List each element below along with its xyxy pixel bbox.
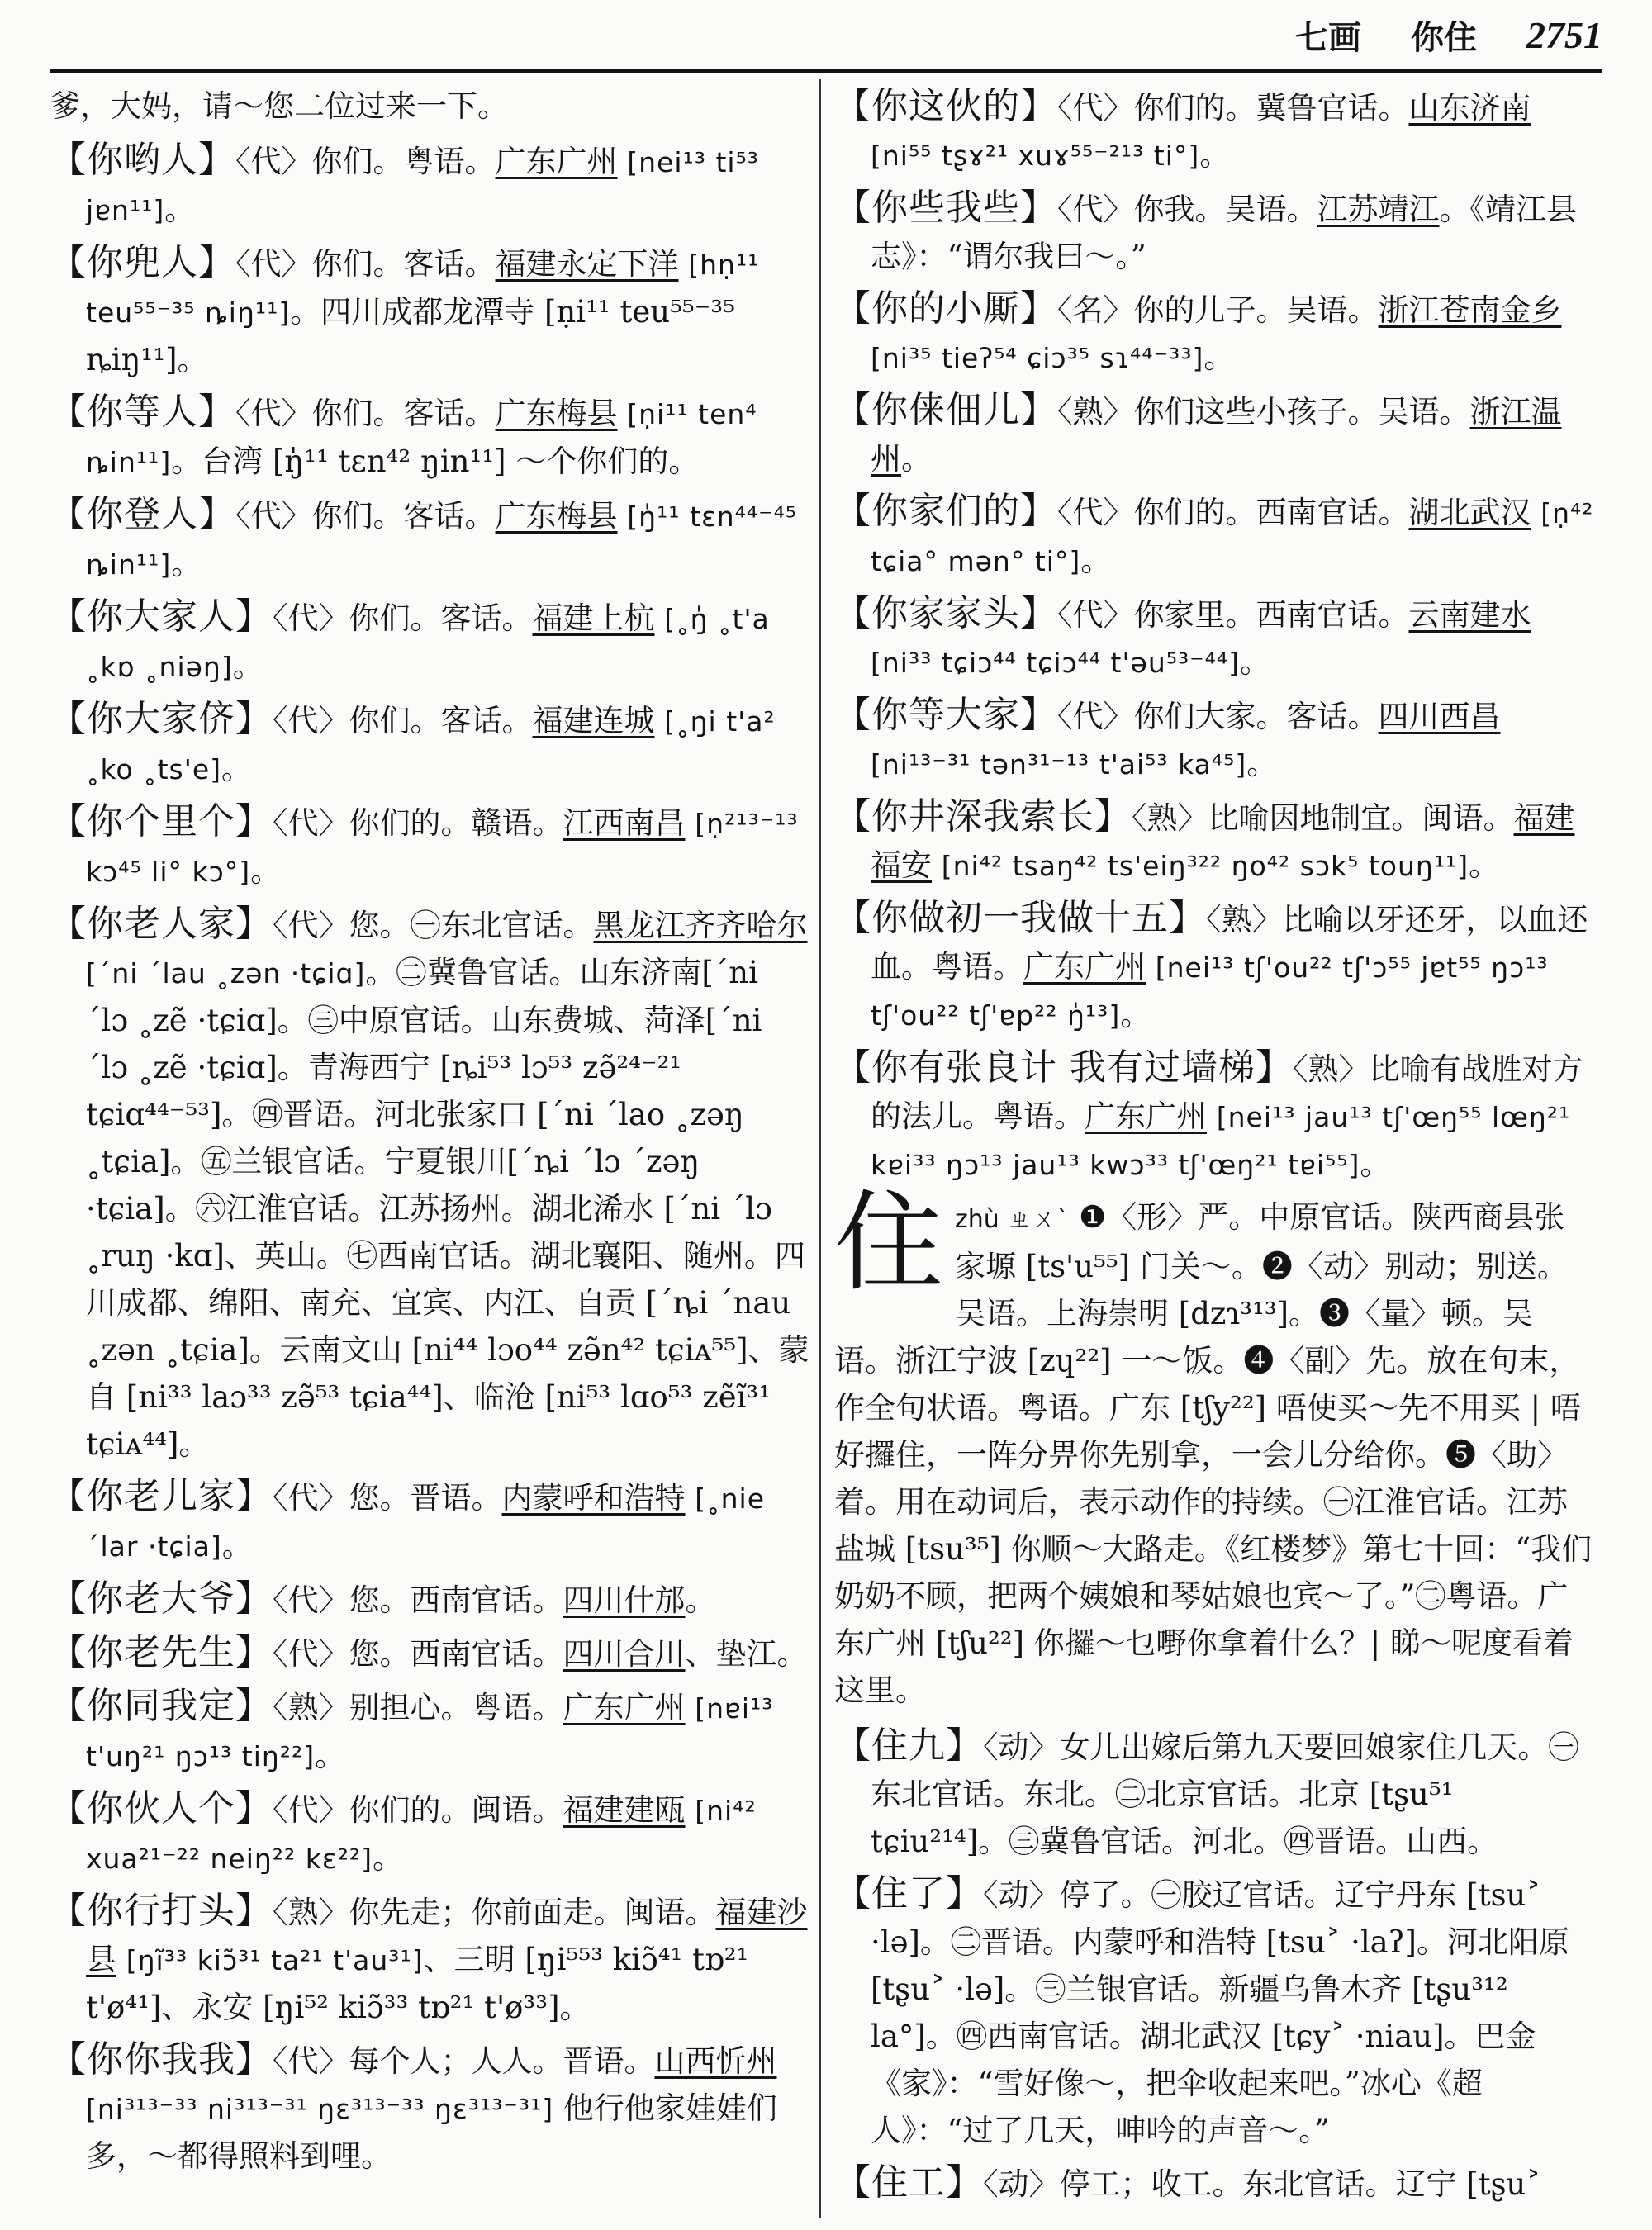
entry-definition: 〈动〉女儿出嫁后第九天要回娘家住几天。㊀东北官话。东北。㊁北京官话。北京 [tʂu⁵¹ tɕiu²¹⁴]。㊂冀鲁官话。河北。㊃晋语。山西。 bbox=[871, 1729, 1579, 1859]
entry-tail: 。 bbox=[685, 1582, 716, 1618]
left-column bbox=[50, 83, 809, 2213]
entry-definition: 〈代〉你们。客话。 bbox=[235, 246, 496, 282]
continuation-text: 爹，大妈，请～您二位过来一下。 bbox=[50, 88, 508, 124]
entry-pronunciation: [ni³³ tɕiɔ⁴⁴ tɕiɔ⁴⁴ t'əu⁵³⁻⁴⁴] bbox=[871, 647, 1240, 679]
entry-definition: 〈代〉你们。客话。 bbox=[235, 396, 496, 431]
entry-region: 山西忻州 bbox=[654, 2043, 777, 2079]
entry-pronunciation: [nei¹³ ti⁵³ jɐn¹¹] bbox=[86, 146, 760, 226]
entry-tail: 。 bbox=[1246, 746, 1278, 781]
entry-definition: 〈熟〉你们这些小孩子。吴语。 bbox=[1057, 394, 1470, 429]
entry-pronunciation: [nɐi¹³ t'uŋ²¹ ŋɔ¹³ tiŋ²²] bbox=[86, 1692, 774, 1772]
entry bbox=[50, 1682, 809, 1780]
entry-region: 湖北武汉 bbox=[1408, 495, 1531, 530]
entry-headword: 【你家家头】 bbox=[834, 592, 1057, 634]
entry-headword: 【住了】 bbox=[834, 1872, 983, 1914]
entry-definition: 〈熟〉比喻以牙还牙，以血还血。粤语。 bbox=[871, 902, 1588, 985]
entry bbox=[834, 184, 1594, 280]
entry-headword: 【你哟人】 bbox=[50, 139, 235, 181]
entry-pronunciation: [nei¹³ tʃ'ou²² tʃ'ɔ⁵⁵ jɐt⁵⁵ ŋɔ¹³ tʃ'ou²² tʃ'ɐp²² ŋ̍¹³] bbox=[871, 951, 1549, 1032]
entry-headword: 【你行打头】 bbox=[50, 1890, 273, 1932]
entry-region: 浙江苍南金乡 bbox=[1378, 292, 1562, 328]
entry-headword: 【住九】 bbox=[834, 1725, 983, 1767]
entry-tail: 。 bbox=[221, 751, 252, 786]
entry-pronunciation: [ni¹³⁻³¹ tən³¹⁻¹³ t'ai⁵³ ka⁴⁵] bbox=[871, 748, 1247, 780]
entry-headword: 【你井深我索长】 bbox=[834, 795, 1132, 837]
entry-region: 四川什邡 bbox=[563, 1582, 686, 1618]
entry-headword: 【你的小厮】 bbox=[834, 287, 1057, 330]
entry-definition: 〈名〉你的儿子。吴语。 bbox=[1057, 292, 1379, 328]
entry bbox=[50, 593, 809, 690]
entry-headword: 【你这伙的】 bbox=[834, 85, 1057, 127]
entry-region: 四川合川 bbox=[563, 1636, 686, 1672]
entry-headword: 【你兜人】 bbox=[50, 241, 235, 283]
header-chars: 你住 bbox=[1411, 17, 1477, 57]
entry bbox=[50, 1473, 809, 1570]
entry bbox=[50, 1575, 809, 1624]
entry-region: 广东广州 bbox=[495, 144, 618, 179]
entry bbox=[834, 793, 1594, 890]
entry bbox=[50, 1887, 809, 2031]
entry-tail: 。 bbox=[1469, 847, 1500, 883]
entry-region: 福建上杭 bbox=[532, 600, 655, 636]
entry bbox=[834, 590, 1594, 686]
entry bbox=[834, 487, 1594, 585]
entry-region: 广东广州 bbox=[1085, 1098, 1207, 1134]
entry bbox=[50, 136, 809, 234]
entry bbox=[50, 900, 809, 1468]
entry-pronunciation: [ni³⁵ tieʔ⁵⁴ ɕiɔ³⁵ sɿ⁴⁴⁻³³] bbox=[871, 342, 1204, 374]
entry bbox=[50, 798, 809, 895]
entry-definition: 〈代〉你们大家。客话。 bbox=[1057, 699, 1379, 734]
entry-pronunciation: [ni³¹³⁻³³ ni³¹³⁻³¹ ŋɛ³¹³⁻³³ ŋɛ³¹³⁻³¹] bbox=[86, 2093, 554, 2125]
entry bbox=[834, 83, 1594, 179]
zhu-entry bbox=[834, 1179, 1594, 1714]
entry bbox=[50, 388, 809, 486]
entry-region: 福建永定下洋 bbox=[495, 246, 679, 282]
entry-definition: 〈代〉你们。粤语。 bbox=[235, 144, 496, 179]
entry-region: 福建连城 bbox=[532, 703, 655, 738]
entry-headword: 【你大家人】 bbox=[50, 595, 273, 638]
entry-definition: 〈代〉你们。客话。 bbox=[273, 600, 533, 636]
entry-region: 云南建水 bbox=[1408, 597, 1531, 633]
entry-headword: 【你登人】 bbox=[50, 493, 235, 535]
entry-definition: 〈熟〉比喻有战胜对方的法儿。粤语。 bbox=[871, 1051, 1583, 1134]
entry-region: 江西南昌 bbox=[563, 805, 686, 841]
entry-definition: 〈代〉你们。客话。 bbox=[273, 703, 533, 738]
entry-headword: 【你家们的】 bbox=[834, 490, 1057, 532]
entry bbox=[834, 894, 1594, 1039]
right-column bbox=[834, 83, 1594, 2213]
entry-pronunciation: [ni⁵⁵ tʂɤ²¹ xuɤ⁵⁵⁻²¹³ ti°] bbox=[871, 140, 1200, 172]
entry-tail: 。 bbox=[373, 1840, 404, 1876]
entry-definition: 〈代〉你们的。西南官话。 bbox=[1057, 495, 1409, 530]
page-number: 2751 bbox=[1526, 13, 1602, 56]
page-header bbox=[50, 0, 1602, 73]
entry-headword: 【你同我定】 bbox=[50, 1685, 273, 1727]
entry-pronunciation: [˳nie ˊlar ·tɕia] bbox=[86, 1483, 766, 1563]
main-character: 住 bbox=[834, 1179, 943, 1307]
entry bbox=[50, 1785, 809, 1882]
entry-definition: 〈代〉您。晋语。 bbox=[273, 1480, 502, 1516]
entry-region: 山东济南 bbox=[1408, 90, 1531, 126]
entry-tail: 。 bbox=[164, 192, 196, 227]
entry-region: 广东广州 bbox=[1023, 949, 1146, 985]
entry-tail: 。 bbox=[1240, 644, 1270, 680]
entry-region: 福建福安 bbox=[871, 800, 1575, 883]
entry bbox=[50, 239, 809, 383]
entry-pronunciation: [˳ŋ̍ ˳t'a ˳kɒ ˳niəŋ] bbox=[86, 603, 770, 683]
entry-region: 内蒙呼和浩特 bbox=[501, 1480, 686, 1516]
entry-headword: 【你老大爷】 bbox=[50, 1578, 273, 1620]
main-character-pinyin: zhù ㄓㄨˋ bbox=[955, 1205, 1070, 1234]
entry-headword: 【你等人】 bbox=[50, 391, 235, 433]
entry-tail: 。㊁冀鲁官话。山东济南[ˊni ˊlɔ ˳zẽ ·tɕiɑ]。㊂中原官话。山东费城、菏泽[ˊni ˊlɔ ˳zẽ ·tɕiɑ]。青海西宁 [ȵi⁵³ lɔ⁵³ zə̃²⁴⁻²¹ tɕiɑ⁴⁴⁻⁵³]。㊃晋语。河北张家口 [ˊni ˊlao ˳zəŋ ˳tɕia]。㊄兰银官话。宁夏银川[ˊȵi ˊlɔ ˊzəŋ ·tɕia]。㊅江淮官话。江苏扬州。湖北浠水 [ˊni ˊlɔ ˳ruŋ ·kɑ]、英山。㊆西南官话。湖北襄阳、随州。四川成都、绵阳、南充、宜宾、内江、自贡 [ˊȵi ˊnau ˳zən ˳tɕia]。云南文山 [ni⁴⁴ lɔo⁴⁴ zə̃n⁴² tɕiᴀ⁵⁵]、蒙自 [ni³³ laɔ³³ zə̃⁵³ tɕia⁴⁴]、临沧 [ni⁵³ lɑo⁵³ zẽĩ³¹ tɕiᴀ⁴⁴]。 bbox=[86, 955, 809, 1462]
entry-tail: 。《靖江县志》：“谓尔我曰～。” bbox=[871, 192, 1577, 274]
entry-tail: 。台湾 [ŋ̍¹¹ tɛn⁴² ŋin¹¹] ～个你们的。 bbox=[171, 444, 700, 479]
entry-definition: 〈代〉你们。客话。 bbox=[235, 498, 496, 534]
entry-headword: 【你俫佃儿】 bbox=[834, 389, 1057, 431]
entry-pronunciation: [ṇ⁴² tɕia° mən° ti°] bbox=[871, 497, 1594, 577]
entry-tail: 、三明 [ŋi⁵⁵³ kiɔ̃⁴¹ tɒ²¹ t'ø⁴¹]、永安 [ŋi⁵² kiɔ̃³³ tɒ²¹ t'ø³³]。 bbox=[86, 1942, 749, 2025]
entry-tail: 。 bbox=[250, 853, 282, 889]
entry bbox=[834, 691, 1594, 788]
entry bbox=[50, 1629, 809, 1677]
entry-definition: 〈代〉你们的。冀鲁官话。 bbox=[1057, 90, 1409, 126]
entry-tail: 。 bbox=[901, 441, 932, 477]
entry-pronunciation: [ni⁴² tsaŋ⁴² ts'eiŋ³²² ŋo⁴² sɔk⁵ touŋ¹¹] bbox=[941, 850, 1469, 882]
entry-region: 黑龙江齐齐哈尔 bbox=[593, 908, 808, 943]
entry-tail: 。 bbox=[1199, 137, 1231, 173]
entry-definition: 〈代〉你我。吴语。 bbox=[1057, 192, 1317, 227]
main-character-definition: ❶〈形〉严。中原官话。陕西商县张家塬 [ts'u⁵⁵] 门关～。❷〈动〉别动；别送。吴语。上海崇明 [dzɿ³¹³]。❸〈量〉顿。吴语。浙江宁波 [zɥ²²] 一～饭。❹〈副〉先。放在句末，作全句状语。粤语。广东 [tʃy²²] 唔使买～先不用买 | 唔好攞住，一阵分畀你先别拿，一会儿分给你。❺〈助〉着。用在动词后，表示动作的持续。㊀江淮官话。江苏盐城 [tsu³⁵] 你顺～大路走。《红楼梦》第七十回：“我们奶奶不顾，把两个姨娘和琴姑娘也宾～了。”㊁粤语。广东广州 [tʃu²²] 你攞～乜嘢你拿着什么？| 睇～呢度看着这里。 bbox=[834, 1199, 1593, 1708]
entry-headword: 【你老先生】 bbox=[50, 1631, 273, 1673]
entry-headword: 【你等大家】 bbox=[834, 694, 1057, 736]
entry-pronunciation: [ŋĩ³³ kiɔ̃³¹ ta²¹ t'au³¹] bbox=[126, 1944, 424, 1976]
entry-tail: 。 bbox=[221, 1528, 253, 1563]
entry-tail: 。 bbox=[1203, 339, 1235, 375]
entry-region: 福建沙县 bbox=[86, 1895, 808, 1977]
entry-definition: 〈代〉您。西南官话。 bbox=[273, 1636, 563, 1672]
entry-headword: 【你做初一我做十五】 bbox=[834, 897, 1206, 939]
entry-definition: 〈熟〉你先走；你前面走。闽语。 bbox=[273, 1895, 716, 1930]
entry-region: 广东梅县 bbox=[495, 396, 618, 431]
entry-headword: 【你你我我】 bbox=[50, 2038, 273, 2081]
entry-definition: 〈代〉您。㊀东北官话。 bbox=[273, 908, 594, 943]
entry bbox=[834, 1722, 1594, 1865]
entry bbox=[50, 2036, 809, 2180]
entry-definition: 〈动〉停工；收工。东北官话。辽宁 [tʂu˃ bbox=[983, 2166, 1541, 2202]
entry-pronunciation: [hṇ¹¹ teu⁵⁵⁻³⁵ ȵiŋ¹¹] bbox=[86, 249, 760, 329]
entry-headword: 【你大家侪】 bbox=[50, 698, 273, 740]
entry-tail: 。 bbox=[1360, 1146, 1391, 1182]
entry-region: 福建建瓯 bbox=[563, 1792, 686, 1828]
entry bbox=[834, 1870, 1594, 2154]
entry-tail: 他行他家娃娃们多，～都得照料到哩。 bbox=[86, 2090, 777, 2174]
entry-definition: 〈代〉您。西南官话。 bbox=[273, 1582, 563, 1618]
entry-tail: 。 bbox=[1120, 997, 1151, 1032]
entry-definition: 〈代〉你家里。西南官话。 bbox=[1057, 597, 1409, 633]
entry-pronunciation: [ni⁴² xua²¹⁻²² neiŋ²² kɛ²²] bbox=[86, 1795, 757, 1875]
entry-headword: 【你个里个】 bbox=[50, 800, 273, 842]
entry-definition: 〈熟〉比喻因地制宜。闽语。 bbox=[1132, 800, 1514, 836]
entry-pronunciation: [ŋ̍¹¹ tɛn⁴⁴⁻⁴⁵ ȵin¹¹] bbox=[86, 501, 798, 581]
entry-region: 浙江温州 bbox=[871, 394, 1562, 477]
entry-definition: 〈代〉你们的。赣语。 bbox=[273, 805, 563, 841]
entry-definition: 〈动〉停了。㊀胶辽官话。辽宁丹东 [tsu˃ ·lə]。㊁晋语。内蒙呼和浩特 [tsu˃ ·laʔ]。河北阳原 [tʂu˃ ·lə]。㊂兰银官话。新疆乌鲁木齐 [tʂu³¹² la°]。㊃西南官话。湖北武汉 [tɕy˃ ·niau]。巴金《家》：“雪好像～，把伞收起来吧。”冰心《超人》：“过了几天，呻吟的声音～。” bbox=[871, 1877, 1569, 2148]
header-section: 七画 bbox=[1295, 17, 1361, 57]
entry-tail: 。四川成都龙潭寺 [ṇi¹¹ teu⁵⁵⁻³⁵ ȵiŋ¹¹]。 bbox=[86, 294, 735, 377]
entry bbox=[50, 695, 809, 793]
entry-region: 广东梅县 bbox=[495, 498, 618, 534]
entry bbox=[834, 1044, 1594, 1189]
entry-tail: 。 bbox=[232, 648, 263, 684]
entry bbox=[834, 285, 1594, 382]
entry-definition: 〈代〉你们的。闽语。 bbox=[273, 1792, 563, 1828]
entry-pronunciation: [ṇi¹¹ ten⁴ ȵin¹¹] bbox=[86, 398, 757, 478]
entry-region: 江苏靖江 bbox=[1317, 192, 1440, 227]
entry bbox=[834, 387, 1594, 482]
entry bbox=[50, 491, 809, 588]
entry-region: 广东广州 bbox=[563, 1690, 686, 1725]
entry-pronunciation: [ˊni ˊlau ˳zən ·tɕiɑ] bbox=[86, 957, 366, 989]
entry-tail: 。 bbox=[315, 1738, 346, 1773]
entry-definition: 〈熟〉别担心。粤语。 bbox=[273, 1690, 563, 1725]
entry-headword: 【你些我些】 bbox=[834, 187, 1057, 229]
entry-tail: 。 bbox=[1080, 543, 1112, 578]
entry bbox=[834, 2159, 1594, 2208]
entry-definition: 〈代〉每个人；人人。晋语。 bbox=[273, 2043, 655, 2079]
entry-headword: 【住工】 bbox=[834, 2161, 983, 2204]
entry-tail: 、垫江。 bbox=[685, 1636, 808, 1672]
entry-region: 四川西昌 bbox=[1378, 699, 1501, 734]
entry-headword: 【你老人家】 bbox=[50, 903, 273, 945]
entry-headword: 【你有张良计 我有过墙梯】 bbox=[834, 1046, 1293, 1089]
entry-tail: 。 bbox=[171, 546, 202, 581]
entry-pronunciation: [˳ŋi t'a² ˳ko ˳ts'e] bbox=[86, 705, 776, 785]
entry-pronunciation: [ṇ²¹³⁻¹³ kɔ⁴⁵ li° kɔ°] bbox=[86, 808, 799, 888]
column-divider bbox=[819, 79, 821, 2218]
entry-pronunciation: [nei¹³ jau¹³ tʃ'œŋ⁵⁵ lœŋ²¹ kɐi³³ ŋɔ¹³ jau¹³ kwɔ³³ tʃ'œŋ²¹ tɐi⁵⁵] bbox=[871, 1101, 1571, 1181]
entry-headword: 【你伙人个】 bbox=[50, 1787, 273, 1829]
entry-headword: 【你老儿家】 bbox=[50, 1475, 273, 1517]
